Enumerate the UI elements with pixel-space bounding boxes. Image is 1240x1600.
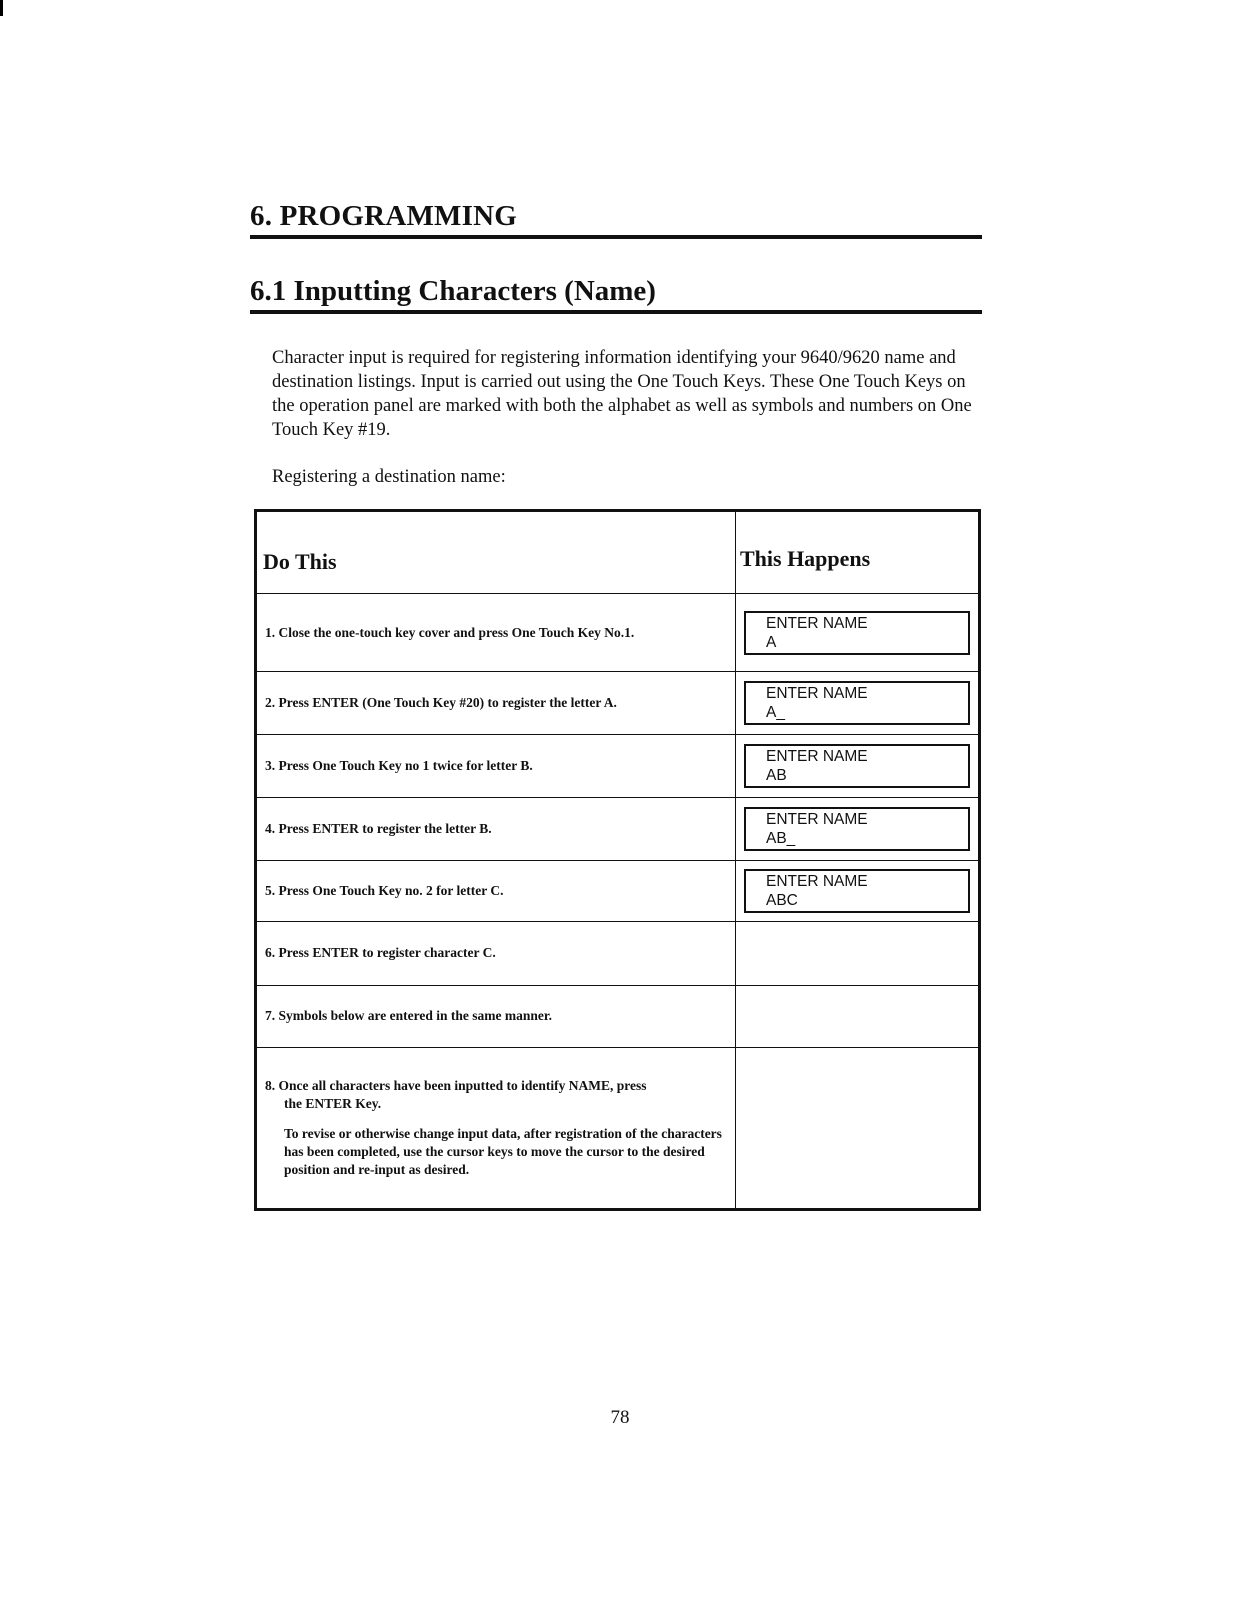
section-title: 6.1 Inputting Characters (Name) xyxy=(250,275,982,314)
step-1-text: 1. Close the one-touch key cover and press One Touch Key No.1. xyxy=(256,594,736,672)
step-7-result xyxy=(735,985,979,1047)
lcd-line-2: AB_ xyxy=(765,829,796,847)
header-this-happens: This Happens xyxy=(735,511,979,594)
step-4-result xyxy=(735,797,979,860)
lcd-line-1: ENTER NAME xyxy=(765,614,868,632)
step-2-result xyxy=(735,671,979,734)
lcd-line-2: ABC xyxy=(765,892,798,910)
table-row xyxy=(256,860,980,921)
table-row xyxy=(256,594,980,672)
lcd-display xyxy=(744,869,970,913)
lcd-line-1: ENTER NAME xyxy=(765,873,868,891)
lcd-line-2: A_ xyxy=(765,704,785,722)
lcd-display xyxy=(744,807,970,851)
lcd-line-2: A xyxy=(765,633,777,651)
table-row xyxy=(256,671,980,734)
table-row xyxy=(256,922,980,985)
lead-in-text: Registering a destination name: xyxy=(272,467,506,487)
step-8-text: 8. Once all characters have been inputted to identify NAME, press xyxy=(265,1077,647,1093)
lcd-line-1: ENTER NAME xyxy=(765,685,868,703)
scan-edge-mark xyxy=(0,0,3,16)
steps-table xyxy=(254,509,981,1211)
table-row xyxy=(256,797,980,860)
page-number: 78 xyxy=(610,1407,630,1428)
step-3-result xyxy=(735,735,979,797)
lcd-display xyxy=(744,744,970,788)
lcd-line-1: ENTER NAME xyxy=(765,810,868,828)
lcd-line-1: ENTER NAME xyxy=(765,747,868,765)
table-row xyxy=(256,985,980,1047)
lcd-display xyxy=(744,611,970,655)
step-6-text: 6. Press ENTER to register character C. xyxy=(256,922,736,985)
step-8-note: To revise or otherwise change input data, after registration of the characters has been completed, use the cursor keys to move the cursor to the desired position and re-input as desired. xyxy=(284,1125,722,1177)
step-2-text: 2. Press ENTER (One Touch Key #20) to register the letter A. xyxy=(256,671,736,734)
chapter-title: 6. PROGRAMMING xyxy=(250,200,982,239)
step-8-cell xyxy=(256,1047,736,1209)
table-row xyxy=(256,1047,980,1209)
table-row xyxy=(256,735,980,797)
step-3-text: 3. Press One Touch Key no 1 twice for letter B. xyxy=(256,735,736,797)
intro-paragraph: Character input is required for registering information identifying your 9640/9620 name and destination listings. Input is carried out using the One Touch Keys. These One Touch Keys on the operation panel are marked with both the alphabet as well as symbols and numbers on One Touch Key #19. xyxy=(272,348,972,440)
step-4-text: 4. Press ENTER to register the letter B. xyxy=(256,797,736,860)
lcd-display xyxy=(744,681,970,725)
step-6-result xyxy=(735,922,979,985)
lcd-line-2: AB xyxy=(765,766,787,784)
table-header-row xyxy=(256,511,980,594)
step-8-result xyxy=(735,1047,979,1209)
step-5-result xyxy=(735,860,979,921)
step-5-text: 5. Press One Touch Key no. 2 for letter C. xyxy=(256,860,736,921)
step-8-text-continued: the ENTER Key. xyxy=(284,1095,382,1111)
step-7-text: 7. Symbols below are entered in the same manner. xyxy=(256,985,736,1047)
step-1-result xyxy=(735,594,979,672)
header-do-this: Do This xyxy=(256,511,736,594)
